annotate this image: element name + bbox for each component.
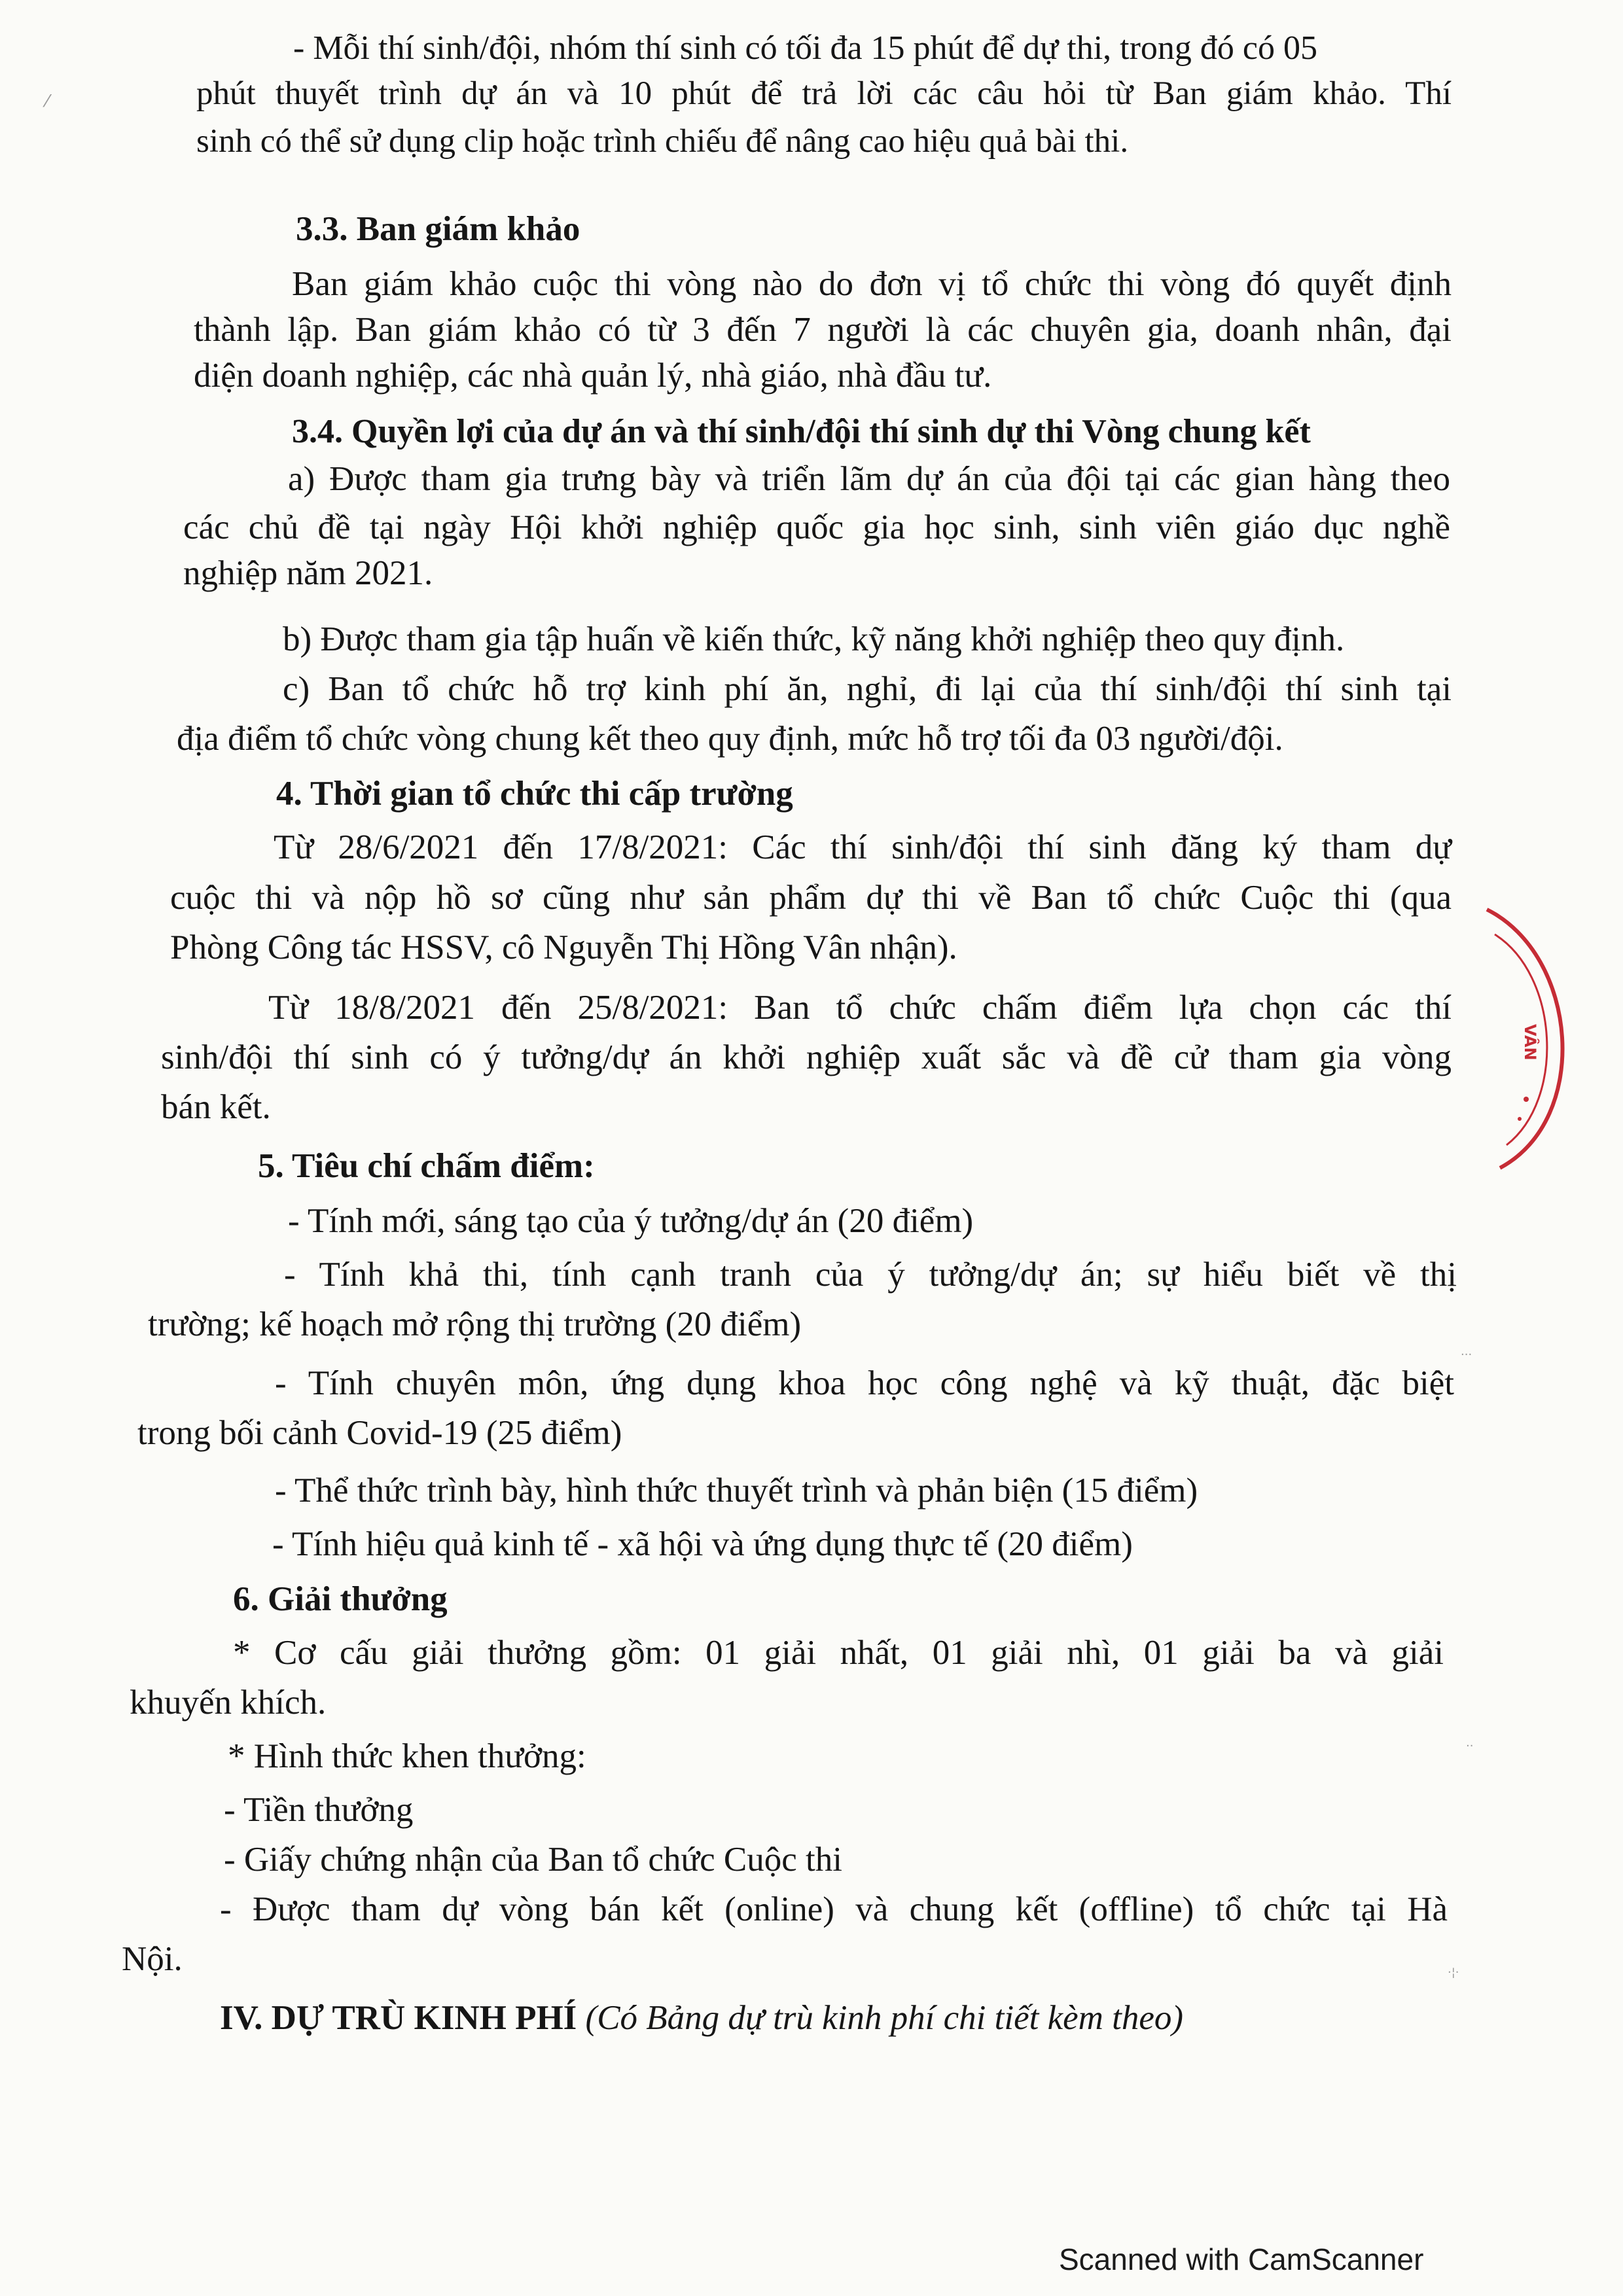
text-line: Nội. (122, 1940, 183, 1978)
text-line: - Giấy chứng nhận của Ban tổ chức Cuộc thi (224, 1841, 842, 1879)
text-line: địa điểm tổ chức vòng chung kết theo quy định, mức hỗ trợ tối đa 03 người/đội. (177, 720, 1283, 758)
text-line: - Tính chuyên môn, ứng dụng khoa học công nghệ và kỹ thuật, đặc biệt (275, 1364, 1454, 1402)
text-line: sinh/đội thí sinh có ý tưởng/dự án khởi nghiệp xuất sắc và đề cử tham gia vòng (161, 1038, 1452, 1076)
text-line: - Tiền thưởng (224, 1791, 414, 1829)
section-heading: 6. Giải thưởng (233, 1580, 448, 1618)
text-line: nghiệp năm 2021. (183, 554, 433, 592)
section-heading: IV. DỰ TRÙ KINH PHÍ (220, 1999, 577, 2037)
scanner-footer: Scanned with CamScanner (1059, 2242, 1424, 2276)
text-line: * Hình thức khen thưởng: (228, 1737, 586, 1775)
text-line: - Được tham dự vòng bán kết (online) và chung kết (offline) tổ chức tại Hà (220, 1890, 1448, 1928)
text-line: phút thuyết trình dự án và 10 phút để trả lời các câu hỏi từ Ban giám khảo. Thí (196, 75, 1452, 112)
text-line: trường; kế hoạch mở rộng thị trường (20 điểm) (148, 1305, 802, 1343)
text-line: - Mỗi thí sinh/đội, nhóm thí sinh có tối đa 15 phút để dự thi, trong đó có 05 (293, 29, 1318, 67)
section-note: (Có Bảng dự trù kinh phí chi tiết kèm theo) (585, 1999, 1184, 2037)
text-line: Ban giám khảo cuộc thi vòng nào do đơn vị tổ chức thi vòng đó quyết định (292, 265, 1452, 303)
text-line: Phòng Công tác HSSV, cô Nguyễn Thị Hồng Vân nhận). (170, 928, 957, 966)
red-stamp (1480, 903, 1578, 1181)
text-line: cuộc thi và nộp hồ sơ cũng như sản phẩm dự thi về Ban tổ chức Cuộc thi (qua (170, 879, 1452, 917)
text-line: bán kết. (161, 1088, 271, 1126)
text-line: b) Được tham gia tập huấn về kiến thức, kỹ năng khởi nghiệp theo quy định. (283, 620, 1345, 658)
text-line: - Thể thức trình bày, hình thức thuyết trình và phản biện (15 điểm) (275, 1472, 1198, 1510)
section-heading-iv (220, 1998, 1183, 2038)
text-line: sinh có thể sử dụng clip hoặc trình chiếu để nâng cao hiệu quả bài thi. (196, 123, 1129, 160)
section-heading: 5. Tiêu chí chấm điểm: (258, 1147, 595, 1185)
scan-speck: ⁄ (46, 92, 49, 111)
scan-speck: ·· (1466, 1739, 1474, 1753)
scan-speck: ··· (1461, 1348, 1472, 1362)
section-heading: 4. Thời gian tổ chức thi cấp trường (276, 775, 793, 813)
stamp-text: VÂN (1521, 1024, 1539, 1061)
section-heading: 3.3. Ban giám khảo (296, 210, 580, 248)
text-line: - Tính mới, sáng tạo của ý tưởng/dự án (20 điểm) (288, 1202, 974, 1240)
scan-speck: ·¦· (1448, 1966, 1459, 1979)
text-line: a) Được tham gia trưng bày và triển lãm dự án của đội tại các gian hàng theo (288, 460, 1450, 498)
text-line: Từ 18/8/2021 đến 25/8/2021: Ban tổ chức chấm điểm lựa chọn các thí (268, 989, 1452, 1027)
text-line: khuyến khích. (130, 1684, 327, 1722)
text-line: diện doanh nghiệp, các nhà quản lý, nhà giáo, nhà đầu tư. (194, 357, 992, 395)
text-line: * Cơ cấu giải thưởng gồm: 01 giải nhất, 01 giải nhì, 01 giải ba và giải (233, 1634, 1444, 1672)
text-line: thành lập. Ban giám khảo có từ 3 đến 7 người là các chuyên gia, doanh nhân, đại (194, 311, 1452, 349)
text-line: - Tính hiệu quả kinh tế - xã hội và ứng dụng thực tế (20 điểm) (272, 1525, 1133, 1563)
text-line: trong bối cảnh Covid-19 (25 điểm) (137, 1414, 622, 1452)
text-line: - Tính khả thi, tính cạnh tranh của ý tưởng/dự án; sự hiểu biết về thị (284, 1256, 1457, 1294)
section-heading: 3.4. Quyền lợi của dự án và thí sinh/đội thí sinh dự thi Vòng chung kết (292, 413, 1311, 450)
text-line: c) Ban tổ chức hỗ trợ kinh phí ăn, nghỉ, đi lại của thí sinh/đội thí sinh tại (283, 670, 1452, 708)
text-line: Từ 28/6/2021 đến 17/8/2021: Các thí sinh/đội thí sinh đăng ký tham dự (274, 828, 1452, 866)
text-line: các chủ đề tại ngày Hội khởi nghiệp quốc gia học sinh, sinh viên giáo dục nghề (183, 508, 1450, 546)
